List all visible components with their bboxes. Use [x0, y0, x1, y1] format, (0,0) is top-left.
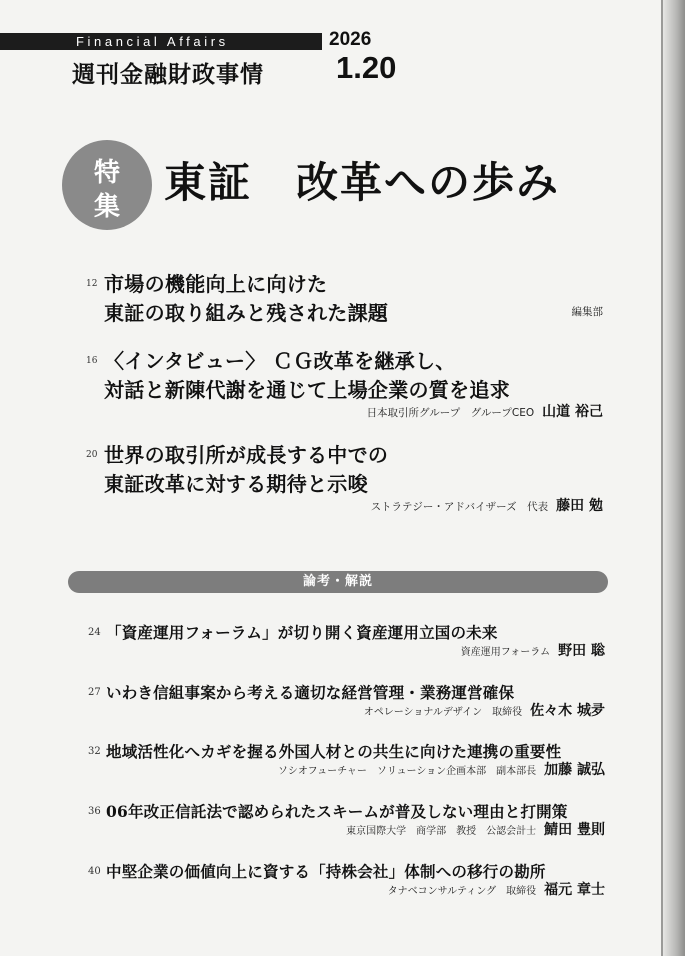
article-author	[388, 879, 605, 899]
article-page-number: 36	[88, 806, 101, 817]
article-author	[278, 759, 605, 779]
masthead-series-name: Financial Affairs	[76, 34, 229, 49]
author-name: 鯖田 豊則	[544, 822, 605, 838]
magazine-title: 週刊金融財政事情	[72, 62, 264, 88]
feature-badge-bottom-char: 集	[93, 192, 120, 222]
article-author	[572, 304, 604, 319]
article-title-line[interactable]: 市場の機能向上に向けた	[104, 272, 328, 296]
article-page-number: 24	[88, 627, 101, 638]
article-page-number: 16	[86, 356, 98, 366]
issue-date: 1.20	[336, 50, 397, 85]
author-affiliation: オペレーショナルデザイン 取締役	[363, 707, 523, 718]
author-name: 佐々木 城夛	[530, 703, 605, 719]
article-title[interactable]: 地域活性化へカギを握る外国人材との共生に向けた連携の重要性	[106, 742, 562, 761]
section-header-label: 論考・解説	[302, 574, 373, 589]
author-affiliation: 東京国際大学 商学部 教授 公認会計士	[346, 826, 537, 837]
article-page-number: 27	[88, 687, 101, 698]
article-author	[364, 700, 605, 720]
author-affiliation: 資産運用フォーラム	[460, 647, 551, 658]
article-title-line[interactable]: 東証改革に対する期待と示唆	[104, 472, 368, 496]
masthead-year: 2026	[329, 29, 372, 50]
article-title-line[interactable]: 対話と新陳代謝を通じて上場企業の質を追求	[104, 378, 510, 402]
author-affiliation: タナベコンサルティング 取締役	[387, 886, 537, 897]
article-title-line[interactable]: 世界の取引所が成長する中での	[104, 443, 389, 467]
article-author	[346, 819, 605, 839]
author-affiliation: ソシオフューチャー ソリューション企画本部 副本部長	[277, 766, 537, 777]
article-title[interactable]: 06年改正信託法で認められたスキームが普及しない理由と打開策	[106, 802, 568, 821]
feature-badge-top-char: 特	[93, 158, 120, 188]
feature-badge	[62, 140, 152, 230]
author-name: 福元 章士	[544, 882, 605, 898]
page-edge-line	[661, 0, 663, 956]
author-name: 山道 裕己	[542, 404, 603, 420]
article-author	[367, 401, 603, 421]
article-author	[461, 640, 605, 660]
author-affiliation: ストラテジー・アドバイザーズ 代表	[370, 501, 549, 513]
article-page-number: 20	[86, 450, 98, 460]
page-gutter-shadow	[663, 0, 685, 956]
article-title-line[interactable]: 〈インタビュー〉 ＣＧ改革を継承し、	[104, 349, 456, 373]
article-page-number: 32	[88, 746, 101, 757]
article-page-number: 12	[86, 279, 98, 289]
article-author	[371, 495, 603, 515]
feature-title: 東証 改革への歩み	[164, 158, 561, 207]
section-header-bar	[68, 571, 608, 593]
author-name: 編集部	[571, 306, 603, 318]
author-name: 野田 聡	[558, 643, 605, 659]
article-title[interactable]: 中堅企業の価値向上に資する「持株会社」体制への移行の勘所	[106, 862, 546, 881]
author-affiliation: 日本取引所グループ グループCEO	[366, 407, 535, 419]
author-name: 加藤 誠弘	[544, 762, 605, 778]
article-title[interactable]: いわき信組事案から考える適切な経営管理・業務運営確保	[106, 683, 515, 702]
author-name: 藤田 勉	[556, 498, 603, 514]
article-page-number: 40	[88, 866, 101, 877]
article-title[interactable]: 「資産運用フォーラム」が切り開く資産運用立国の未来	[106, 623, 498, 642]
article-title-line[interactable]: 東証の取り組みと残された課題	[104, 301, 389, 325]
